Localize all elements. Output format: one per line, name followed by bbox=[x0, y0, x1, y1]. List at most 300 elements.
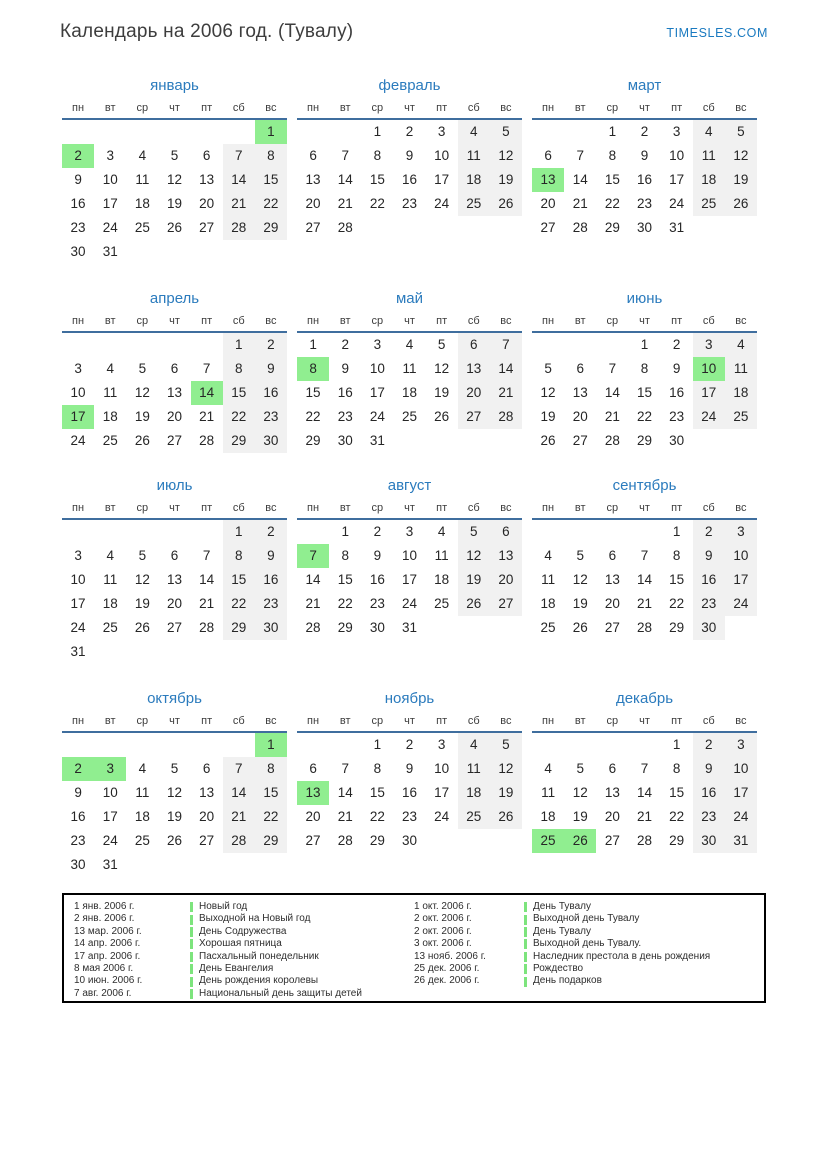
day-cell: 7 bbox=[223, 144, 255, 168]
day-cell: 25 bbox=[102, 620, 118, 635]
day-cell: 22 bbox=[636, 409, 652, 424]
day-cell: 15 bbox=[369, 172, 385, 187]
day-cell: 20 bbox=[166, 596, 182, 611]
weekday-header-row bbox=[62, 499, 287, 520]
weekday-label: ср bbox=[136, 715, 149, 727]
month-days bbox=[297, 120, 522, 240]
day-cell: 5 bbox=[138, 548, 147, 563]
day-cell: 29 bbox=[305, 433, 321, 448]
weekday-label: пн bbox=[72, 102, 85, 114]
weekday-header-row bbox=[62, 712, 287, 733]
day-cell: 3 bbox=[437, 737, 446, 752]
legend-holiday-name: Выходной день Тувалу. bbox=[533, 938, 642, 950]
empty-cell bbox=[126, 240, 158, 264]
day-cell: 22 bbox=[255, 805, 287, 829]
day-cell: 19 bbox=[540, 409, 556, 424]
holiday-day-cell: 25 bbox=[532, 829, 564, 853]
day-cell: 5 bbox=[490, 120, 522, 144]
weekday-label: сб bbox=[467, 715, 480, 727]
weekday-label: вт bbox=[339, 502, 351, 514]
day-cell: 24 bbox=[401, 596, 417, 611]
day-cell: 20 bbox=[540, 196, 556, 211]
day-cell: 26 bbox=[458, 592, 490, 616]
day-cell: 23 bbox=[255, 592, 287, 616]
day-cell: 1 bbox=[223, 520, 255, 544]
day-cell: 5 bbox=[544, 361, 552, 376]
day-cell: 24 bbox=[725, 805, 757, 829]
holiday-day-cell: 10 bbox=[693, 357, 725, 381]
empty-cell bbox=[564, 120, 596, 144]
month-title: сентябрь bbox=[612, 477, 677, 494]
legend-color-bar bbox=[190, 989, 193, 999]
day-cell: 9 bbox=[405, 761, 414, 776]
empty-cell bbox=[191, 240, 223, 264]
day-cell: 22 bbox=[223, 405, 255, 429]
legend-color-bar bbox=[524, 939, 527, 949]
empty-cell bbox=[628, 520, 660, 544]
empty-cell bbox=[426, 616, 458, 640]
weekday-header-row bbox=[297, 712, 522, 733]
day-cell: 7 bbox=[576, 148, 584, 163]
day-cell: 23 bbox=[70, 833, 86, 848]
day-cell: 21 bbox=[636, 809, 652, 824]
empty-cell bbox=[458, 829, 490, 853]
empty-cell bbox=[564, 733, 596, 757]
day-cell: 14 bbox=[199, 572, 215, 587]
day-cell: 10 bbox=[725, 757, 757, 781]
day-cell: 2 bbox=[405, 737, 414, 752]
weekday-label: вс bbox=[265, 502, 277, 514]
day-cell: 1 bbox=[640, 337, 649, 352]
day-cell: 26 bbox=[490, 805, 522, 829]
day-cell: 2 bbox=[405, 124, 414, 139]
weekday-header-row bbox=[297, 312, 522, 333]
empty-cell bbox=[223, 640, 255, 664]
day-cell: 8 bbox=[608, 148, 617, 163]
legend-entry bbox=[74, 988, 404, 1000]
day-cell: 30 bbox=[669, 433, 685, 448]
day-cell: 7 bbox=[202, 548, 211, 563]
month-july bbox=[62, 475, 287, 664]
empty-cell bbox=[126, 733, 158, 757]
weekday-label: вс bbox=[500, 102, 512, 114]
day-cell: 31 bbox=[669, 220, 685, 235]
page-title: Календарь на 2006 год. (Тувалу) bbox=[60, 21, 354, 42]
day-cell: 23 bbox=[669, 409, 685, 424]
day-cell: 16 bbox=[337, 385, 353, 400]
day-cell: 8 bbox=[373, 761, 382, 776]
month-days bbox=[62, 520, 287, 664]
day-cell: 24 bbox=[369, 409, 385, 424]
legend-entry bbox=[414, 913, 758, 925]
day-cell: 28 bbox=[305, 620, 321, 635]
empty-cell bbox=[62, 520, 94, 544]
day-cell: 23 bbox=[693, 805, 725, 829]
weekday-label: чт bbox=[404, 102, 415, 114]
weekday-label: вс bbox=[500, 502, 512, 514]
day-cell: 16 bbox=[669, 385, 685, 400]
empty-cell bbox=[532, 120, 564, 144]
month-title: январь bbox=[150, 77, 199, 94]
day-cell: 15 bbox=[669, 785, 685, 800]
day-cell: 5 bbox=[576, 761, 584, 776]
day-cell: 11 bbox=[135, 172, 150, 187]
weekday-label: пт bbox=[436, 315, 448, 327]
day-cell: 3 bbox=[373, 337, 382, 352]
day-cell: 24 bbox=[725, 592, 757, 616]
day-cell: 27 bbox=[540, 220, 556, 235]
day-cell: 30 bbox=[337, 433, 353, 448]
day-cell: 26 bbox=[490, 192, 522, 216]
weekday-label: вт bbox=[339, 315, 351, 327]
legend-column-left bbox=[74, 901, 404, 1000]
day-cell: 22 bbox=[223, 592, 255, 616]
legend-holiday-name: Рождество bbox=[533, 962, 584, 974]
day-cell: 16 bbox=[70, 809, 86, 824]
empty-cell bbox=[255, 640, 287, 664]
empty-cell bbox=[223, 240, 255, 264]
month-january bbox=[62, 75, 287, 264]
weekday-label: сб bbox=[467, 102, 480, 114]
day-cell: 22 bbox=[669, 809, 685, 824]
legend-color-bar bbox=[190, 927, 193, 937]
day-cell: 7 bbox=[640, 761, 649, 776]
month-days bbox=[62, 120, 287, 264]
day-cell: 28 bbox=[572, 220, 588, 235]
legend-date: 1 окт. 2006 г. bbox=[414, 901, 472, 912]
weekday-label: сб bbox=[467, 315, 480, 327]
weekday-label: вс bbox=[500, 315, 512, 327]
legend-entry bbox=[74, 975, 404, 987]
day-cell: 9 bbox=[255, 544, 287, 568]
legend-color-bar bbox=[190, 902, 193, 912]
weekday-label: чт bbox=[639, 502, 650, 514]
day-cell: 18 bbox=[693, 168, 725, 192]
month-days bbox=[62, 333, 287, 453]
holiday-day-cell: 7 bbox=[297, 544, 329, 568]
day-cell: 9 bbox=[341, 361, 349, 376]
legend-date: 1 янв. 2006 г. bbox=[74, 901, 135, 912]
weekday-label: пт bbox=[201, 315, 213, 327]
day-cell: 10 bbox=[401, 548, 417, 563]
day-cell: 11 bbox=[135, 785, 150, 800]
day-cell: 4 bbox=[458, 120, 490, 144]
empty-cell bbox=[158, 120, 190, 144]
weekday-label: пн bbox=[307, 315, 320, 327]
day-cell: 3 bbox=[106, 148, 114, 163]
empty-cell bbox=[191, 520, 223, 544]
day-cell: 19 bbox=[458, 568, 490, 592]
day-cell: 31 bbox=[70, 644, 86, 659]
day-cell: 29 bbox=[369, 833, 385, 848]
month-days bbox=[62, 733, 287, 877]
day-cell: 23 bbox=[636, 196, 652, 211]
day-cell: 14 bbox=[337, 785, 353, 800]
legend-entry bbox=[74, 951, 404, 963]
day-cell: 10 bbox=[669, 148, 685, 163]
day-cell: 29 bbox=[669, 620, 685, 635]
day-cell: 20 bbox=[604, 809, 620, 824]
day-cell: 28 bbox=[636, 833, 652, 848]
day-cell: 13 bbox=[458, 357, 490, 381]
empty-cell bbox=[490, 616, 522, 640]
empty-cell bbox=[191, 640, 223, 664]
day-cell: 17 bbox=[693, 381, 725, 405]
day-cell: 27 bbox=[166, 433, 182, 448]
month-march bbox=[532, 75, 757, 240]
weekday-label: пн bbox=[542, 102, 555, 114]
day-cell: 4 bbox=[106, 361, 114, 376]
empty-cell bbox=[94, 520, 126, 544]
empty-cell bbox=[255, 240, 287, 264]
day-cell: 15 bbox=[305, 385, 321, 400]
day-cell: 7 bbox=[341, 148, 349, 163]
empty-cell bbox=[94, 733, 126, 757]
day-cell: 27 bbox=[604, 833, 620, 848]
empty-cell bbox=[223, 120, 255, 144]
month-december bbox=[532, 688, 757, 853]
empty-cell bbox=[126, 640, 158, 664]
legend-date: 3 окт. 2006 г. bbox=[414, 938, 472, 950]
empty-cell bbox=[223, 853, 255, 877]
day-cell: 5 bbox=[170, 761, 179, 776]
month-june bbox=[532, 288, 757, 453]
legend-date: 17 апр. 2006 г. bbox=[74, 950, 141, 962]
legend-entry bbox=[414, 926, 758, 938]
day-cell: 30 bbox=[255, 429, 287, 453]
day-cell: 15 bbox=[604, 172, 620, 187]
weekday-label: ср bbox=[606, 102, 619, 114]
day-cell: 12 bbox=[572, 785, 588, 800]
month-october bbox=[62, 688, 287, 877]
empty-cell bbox=[393, 429, 425, 453]
legend-color-bar bbox=[524, 902, 527, 912]
weekday-label: сб bbox=[232, 715, 245, 727]
day-cell: 8 bbox=[223, 544, 255, 568]
legend-holiday-name: Наследник престола в день рождения bbox=[533, 950, 711, 962]
day-cell: 5 bbox=[576, 548, 584, 563]
day-cell: 4 bbox=[138, 148, 147, 163]
empty-cell bbox=[564, 520, 596, 544]
day-cell: 13 bbox=[490, 544, 522, 568]
weekday-label: вт bbox=[574, 102, 586, 114]
day-cell: 12 bbox=[490, 757, 522, 781]
day-cell: 26 bbox=[134, 433, 150, 448]
day-cell: 21 bbox=[199, 409, 215, 424]
day-cell: 25 bbox=[458, 805, 490, 829]
day-cell: 24 bbox=[434, 809, 450, 824]
weekday-label: пн bbox=[307, 715, 320, 727]
weekday-label: пт bbox=[671, 502, 683, 514]
empty-cell bbox=[62, 733, 94, 757]
month-title: февраль bbox=[378, 77, 441, 94]
day-cell: 9 bbox=[255, 357, 287, 381]
day-cell: 15 bbox=[223, 568, 255, 592]
month-days bbox=[297, 733, 522, 853]
empty-cell bbox=[490, 829, 522, 853]
day-cell: 6 bbox=[544, 148, 552, 163]
holiday-day-cell: 13 bbox=[532, 168, 564, 192]
day-cell: 13 bbox=[199, 785, 215, 800]
day-cell: 27 bbox=[604, 620, 620, 635]
day-cell: 20 bbox=[572, 409, 588, 424]
day-cell: 17 bbox=[102, 196, 118, 211]
month-february bbox=[297, 75, 522, 240]
day-cell: 14 bbox=[223, 168, 255, 192]
day-cell: 15 bbox=[369, 785, 385, 800]
weekday-label: пт bbox=[436, 715, 448, 727]
day-cell: 16 bbox=[255, 568, 287, 592]
weekday-label: пт bbox=[201, 715, 213, 727]
day-cell: 18 bbox=[540, 596, 556, 611]
day-cell: 30 bbox=[693, 616, 725, 640]
day-cell: 11 bbox=[103, 572, 118, 587]
day-cell: 15 bbox=[337, 572, 353, 587]
weekday-label: пн bbox=[72, 502, 85, 514]
day-cell: 29 bbox=[255, 216, 287, 240]
day-cell: 16 bbox=[255, 381, 287, 405]
day-cell: 4 bbox=[725, 333, 757, 357]
day-cell: 12 bbox=[540, 385, 556, 400]
month-title: июль bbox=[156, 477, 193, 494]
weekday-label: пт bbox=[671, 315, 683, 327]
day-cell: 21 bbox=[199, 596, 215, 611]
empty-cell bbox=[490, 429, 522, 453]
empty-cell bbox=[490, 216, 522, 240]
legend-holiday-name: Пасхальный понедельник bbox=[199, 950, 319, 962]
empty-cell bbox=[426, 216, 458, 240]
day-cell: 25 bbox=[540, 620, 556, 635]
day-cell: 15 bbox=[669, 572, 685, 587]
day-cell: 10 bbox=[102, 785, 118, 800]
weekday-label: чт bbox=[639, 315, 650, 327]
empty-cell bbox=[158, 520, 190, 544]
day-cell: 23 bbox=[337, 409, 353, 424]
day-cell: 27 bbox=[166, 620, 182, 635]
day-cell: 21 bbox=[305, 596, 321, 611]
holiday-day-cell: 8 bbox=[297, 357, 329, 381]
day-cell: 4 bbox=[405, 337, 414, 352]
day-cell: 4 bbox=[106, 548, 114, 563]
day-cell: 18 bbox=[458, 781, 490, 805]
day-cell: 7 bbox=[640, 548, 649, 563]
weekday-label: вт bbox=[104, 715, 116, 727]
day-cell: 7 bbox=[341, 761, 349, 776]
empty-cell bbox=[297, 520, 329, 544]
day-cell: 24 bbox=[669, 196, 685, 211]
day-cell: 28 bbox=[199, 433, 215, 448]
legend-entry bbox=[414, 951, 758, 963]
empty-cell bbox=[725, 616, 757, 640]
empty-cell bbox=[693, 216, 725, 240]
day-cell: 22 bbox=[255, 192, 287, 216]
day-cell: 30 bbox=[70, 244, 86, 259]
weekday-header-row bbox=[297, 499, 522, 520]
legend-holiday-name: День подарков bbox=[533, 975, 602, 987]
empty-cell bbox=[426, 429, 458, 453]
day-cell: 3 bbox=[725, 520, 757, 544]
day-cell: 28 bbox=[223, 829, 255, 853]
legend-date: 7 авг. 2006 г. bbox=[74, 987, 132, 999]
empty-cell bbox=[596, 733, 628, 757]
month-title: октябрь bbox=[147, 690, 202, 707]
day-cell: 25 bbox=[434, 596, 450, 611]
day-cell: 4 bbox=[693, 120, 725, 144]
day-cell: 2 bbox=[255, 520, 287, 544]
day-cell: 25 bbox=[134, 220, 150, 235]
site-link[interactable]: TIMESLES.COM bbox=[666, 26, 768, 40]
day-cell: 6 bbox=[490, 520, 522, 544]
weekday-label: вт bbox=[339, 715, 351, 727]
day-cell: 29 bbox=[669, 833, 685, 848]
weekday-label: сб bbox=[702, 102, 715, 114]
day-cell: 13 bbox=[305, 172, 321, 187]
weekday-label: вс bbox=[265, 715, 277, 727]
month-title: апрель bbox=[149, 290, 200, 307]
month-title: ноябрь bbox=[384, 690, 435, 707]
day-cell: 18 bbox=[102, 596, 118, 611]
holiday-day-cell: 14 bbox=[191, 381, 223, 405]
weekday-label: сб bbox=[232, 502, 245, 514]
weekday-label: вт bbox=[104, 102, 116, 114]
day-cell: 19 bbox=[166, 196, 182, 211]
empty-cell bbox=[458, 429, 490, 453]
day-cell: 4 bbox=[437, 524, 446, 539]
day-cell: 10 bbox=[70, 385, 86, 400]
weekday-label: чт bbox=[169, 102, 180, 114]
day-cell: 8 bbox=[672, 548, 681, 563]
weekday-label: пн bbox=[542, 502, 555, 514]
day-cell: 16 bbox=[401, 172, 417, 187]
day-cell: 29 bbox=[636, 433, 652, 448]
legend-color-bar bbox=[190, 977, 193, 987]
day-cell: 19 bbox=[134, 409, 150, 424]
day-cell: 11 bbox=[541, 785, 556, 800]
day-cell: 25 bbox=[693, 192, 725, 216]
legend-date: 25 дек. 2006 г. bbox=[414, 962, 480, 974]
day-cell: 23 bbox=[693, 592, 725, 616]
month-september bbox=[532, 475, 757, 640]
weekday-label: ср bbox=[136, 502, 149, 514]
day-cell: 1 bbox=[373, 124, 382, 139]
day-cell: 30 bbox=[693, 829, 725, 853]
day-cell: 16 bbox=[70, 196, 86, 211]
day-cell: 10 bbox=[725, 544, 757, 568]
weekday-label: сб bbox=[467, 502, 480, 514]
day-cell: 11 bbox=[725, 357, 757, 381]
day-cell: 30 bbox=[636, 220, 652, 235]
day-cell: 13 bbox=[166, 385, 182, 400]
day-cell: 1 bbox=[373, 737, 382, 752]
weekday-label: сб bbox=[232, 315, 245, 327]
day-cell: 11 bbox=[693, 144, 725, 168]
day-cell: 11 bbox=[402, 361, 417, 376]
weekday-label: ср bbox=[606, 715, 619, 727]
empty-cell bbox=[158, 333, 190, 357]
legend-holiday-name: День Тувалу bbox=[533, 901, 591, 912]
month-title: июнь bbox=[626, 290, 663, 307]
legend-color-bar bbox=[190, 952, 193, 962]
day-cell: 17 bbox=[434, 172, 450, 187]
legend-entry bbox=[74, 938, 404, 950]
day-cell: 25 bbox=[458, 192, 490, 216]
day-cell: 31 bbox=[725, 829, 757, 853]
day-cell: 20 bbox=[458, 381, 490, 405]
legend-color-bar bbox=[524, 977, 527, 987]
holidays-legend bbox=[62, 893, 766, 1003]
legend-date: 26 дек. 2006 г. bbox=[414, 975, 480, 987]
legend-entry bbox=[414, 938, 758, 950]
